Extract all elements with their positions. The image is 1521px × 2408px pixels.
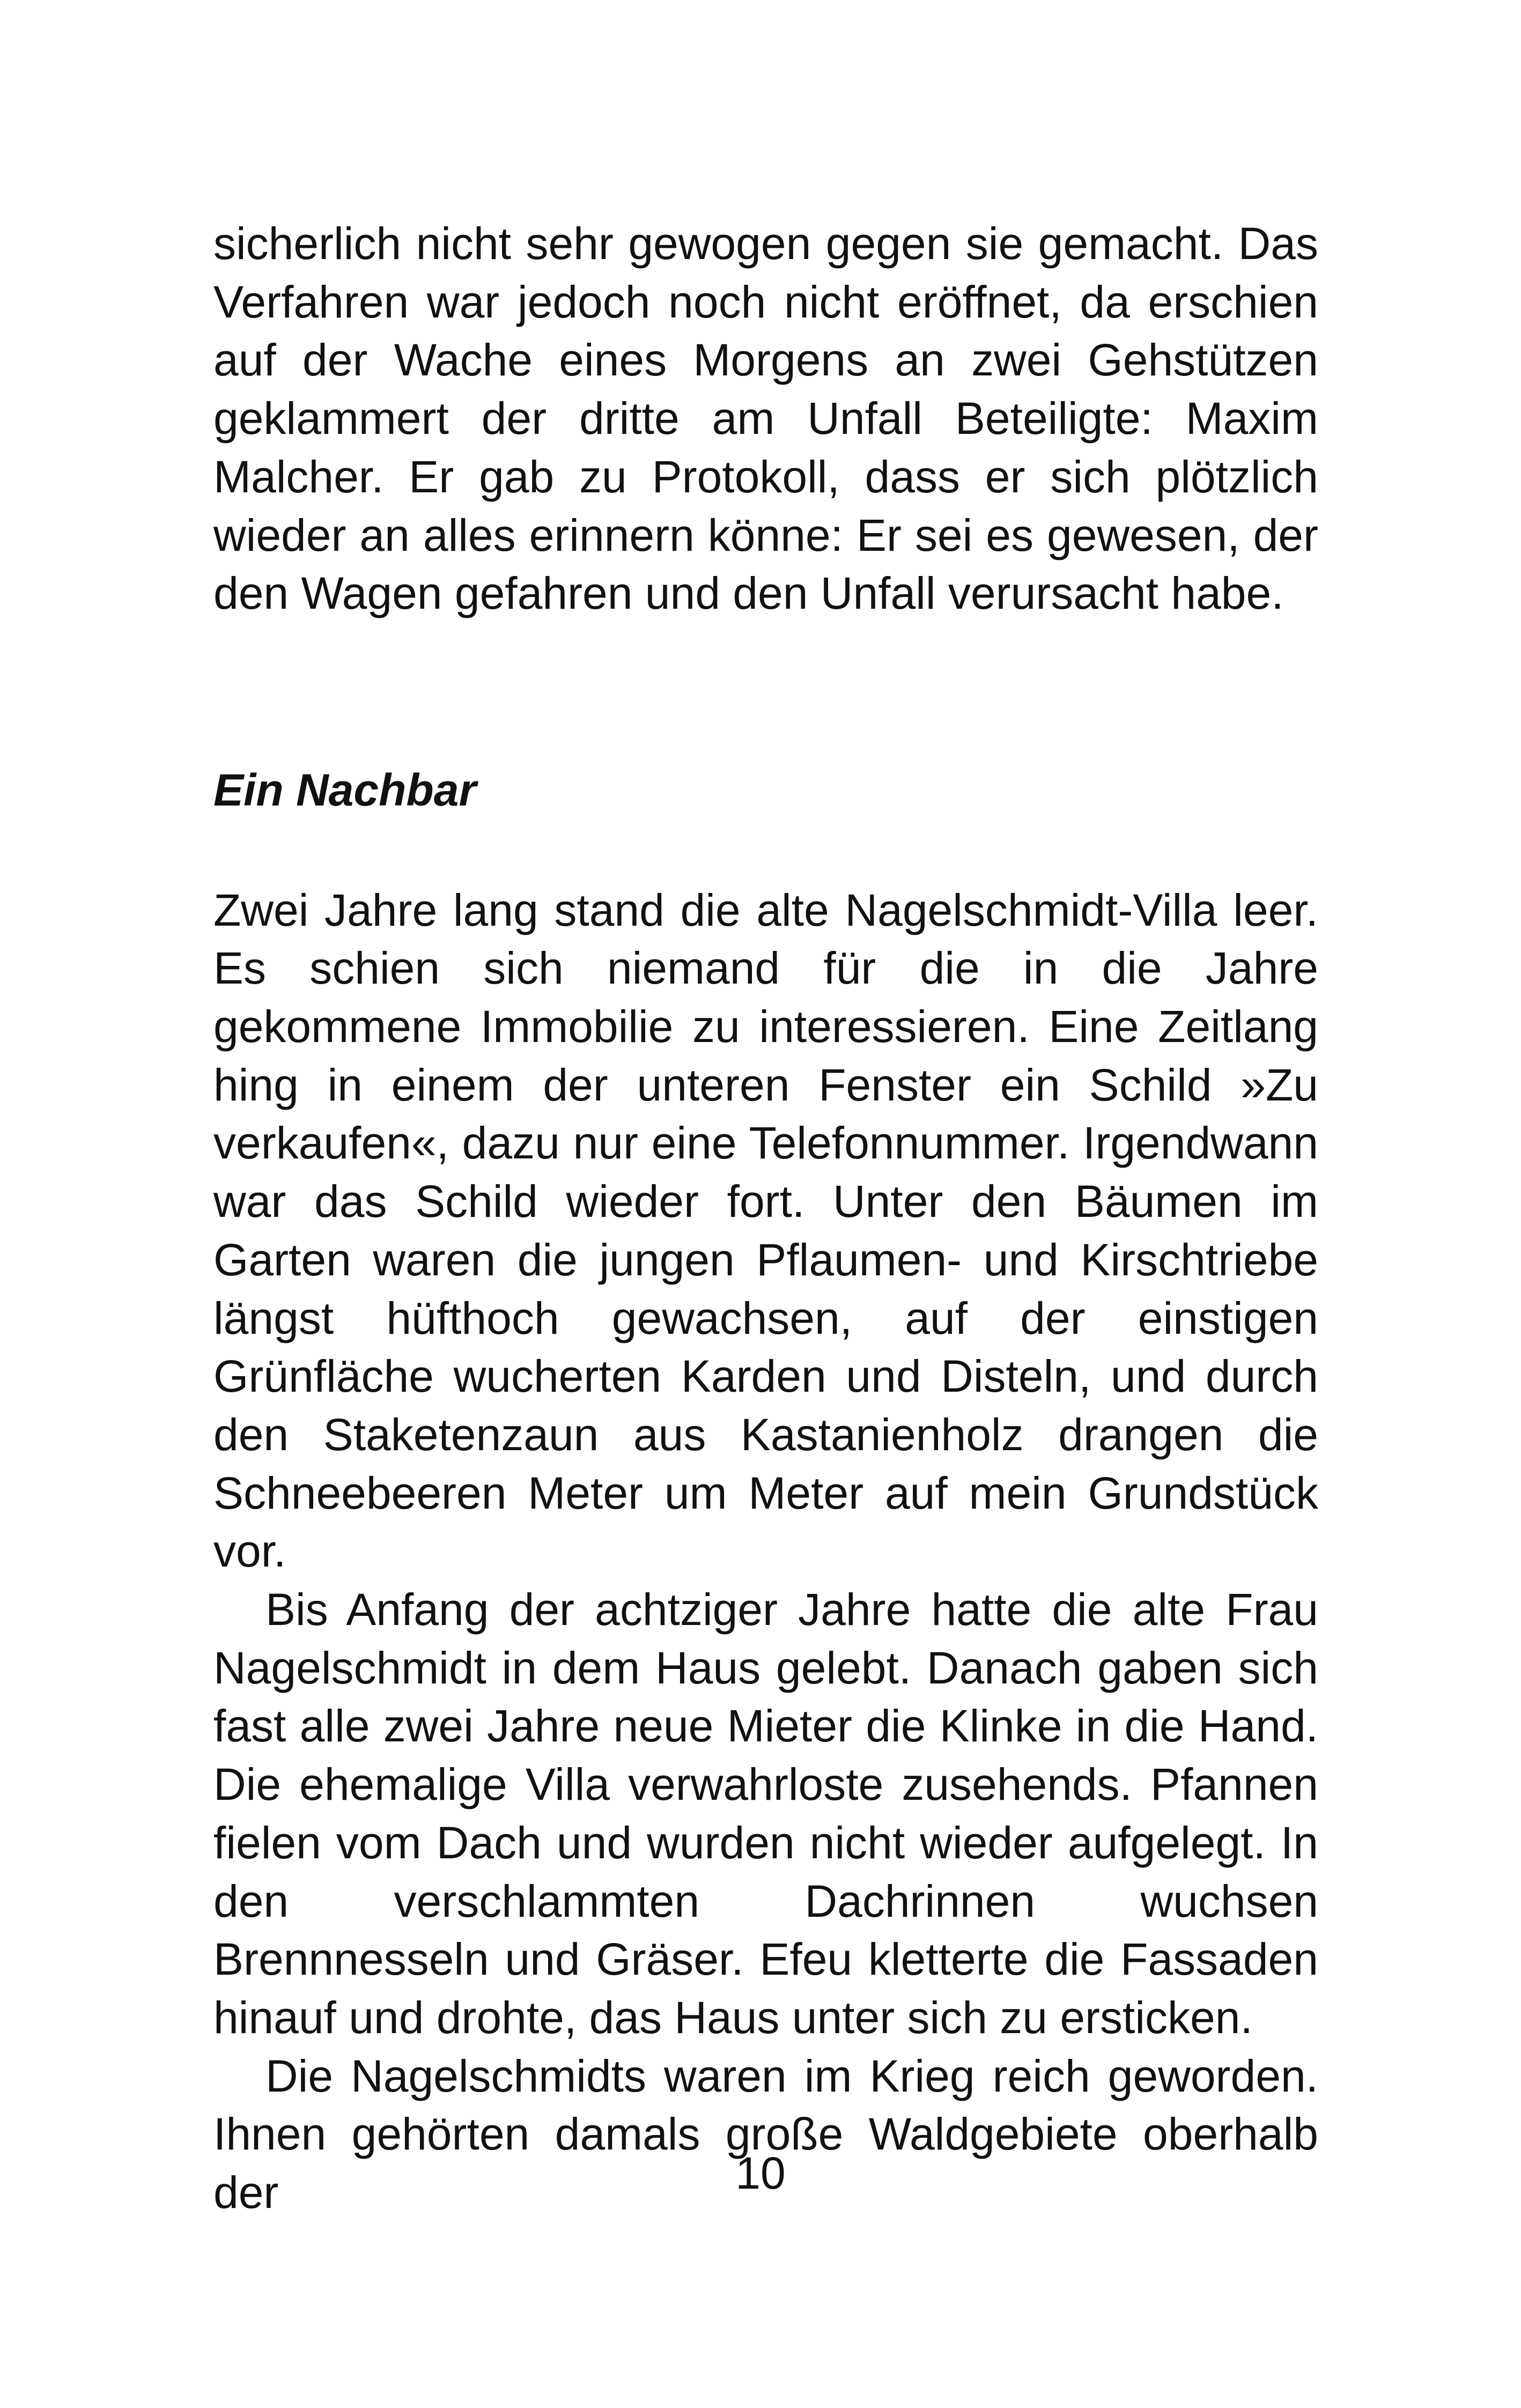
book-page	[213, 215, 1318, 2222]
page-number: 10	[735, 2148, 786, 2198]
intro-paragraph: sicherlich nicht sehr gewogen gegen sie gemacht. Das Verfahren war jedoch noch nicht eröffnet, da erschien auf der Wache eines Morgens an zwei Gehstützen geklammert der dritte am Unfall Beteiligte: Maxim Malcher. Er gab zu Protokoll, dass er sich plötzlich wieder an alles erinnern könne: Er sei es gewesen, der den Wagen gefahren und den Unfall verursacht habe.	[213, 218, 1318, 619]
paragraph-3: Die Nagelschmidts waren im Krieg reich geworden. Ihnen gehörten damals große Waldgebiete oberhalb der	[213, 2050, 1318, 2218]
paragraph-2: Bis Anfang der achtziger Jahre hatte die alte Frau Nagelschmidt in dem Haus gelebt. Danach gaben sich fast alle zwei Jahre neue Mieter die Klinke in die Hand. Die ehemalige Villa verwahrloste zusehends. Pfannen fielen vom Dach und wurden nicht wieder aufgelegt. In den verschlammten Dachrinnen wuchsen Brennnesseln und Gräser. Efeu kletterte die Fassaden hinauf und drohte, das Haus unter sich zu ersticken.	[213, 1584, 1318, 2043]
section-title: Ein Nachbar	[213, 764, 477, 815]
paragraph-1: Zwei Jahre lang stand die alte Nagelschmidt-Villa leer. Es schien sich niemand für die in die Jahre gekommene Immobilie zu interessieren. Eine Zeitlang hing in einem der unteren Fenster ein Schild »Zu verkaufen«, dazu nur eine Telefonnummer. Irgendwann war das Schild wieder fort. Unter den Bäumen im Garten waren die jungen Pflaumen- und Kirschtriebe längst hüfthoch gewachsen, auf der einstigen Grünfläche wucherten Karden und Disteln, und durch den Staketenzaun aus Kastanienholz drangen die Schneebeeren Meter um Meter auf mein Grundstück vor.	[213, 884, 1318, 1577]
section-body	[213, 881, 1318, 2222]
